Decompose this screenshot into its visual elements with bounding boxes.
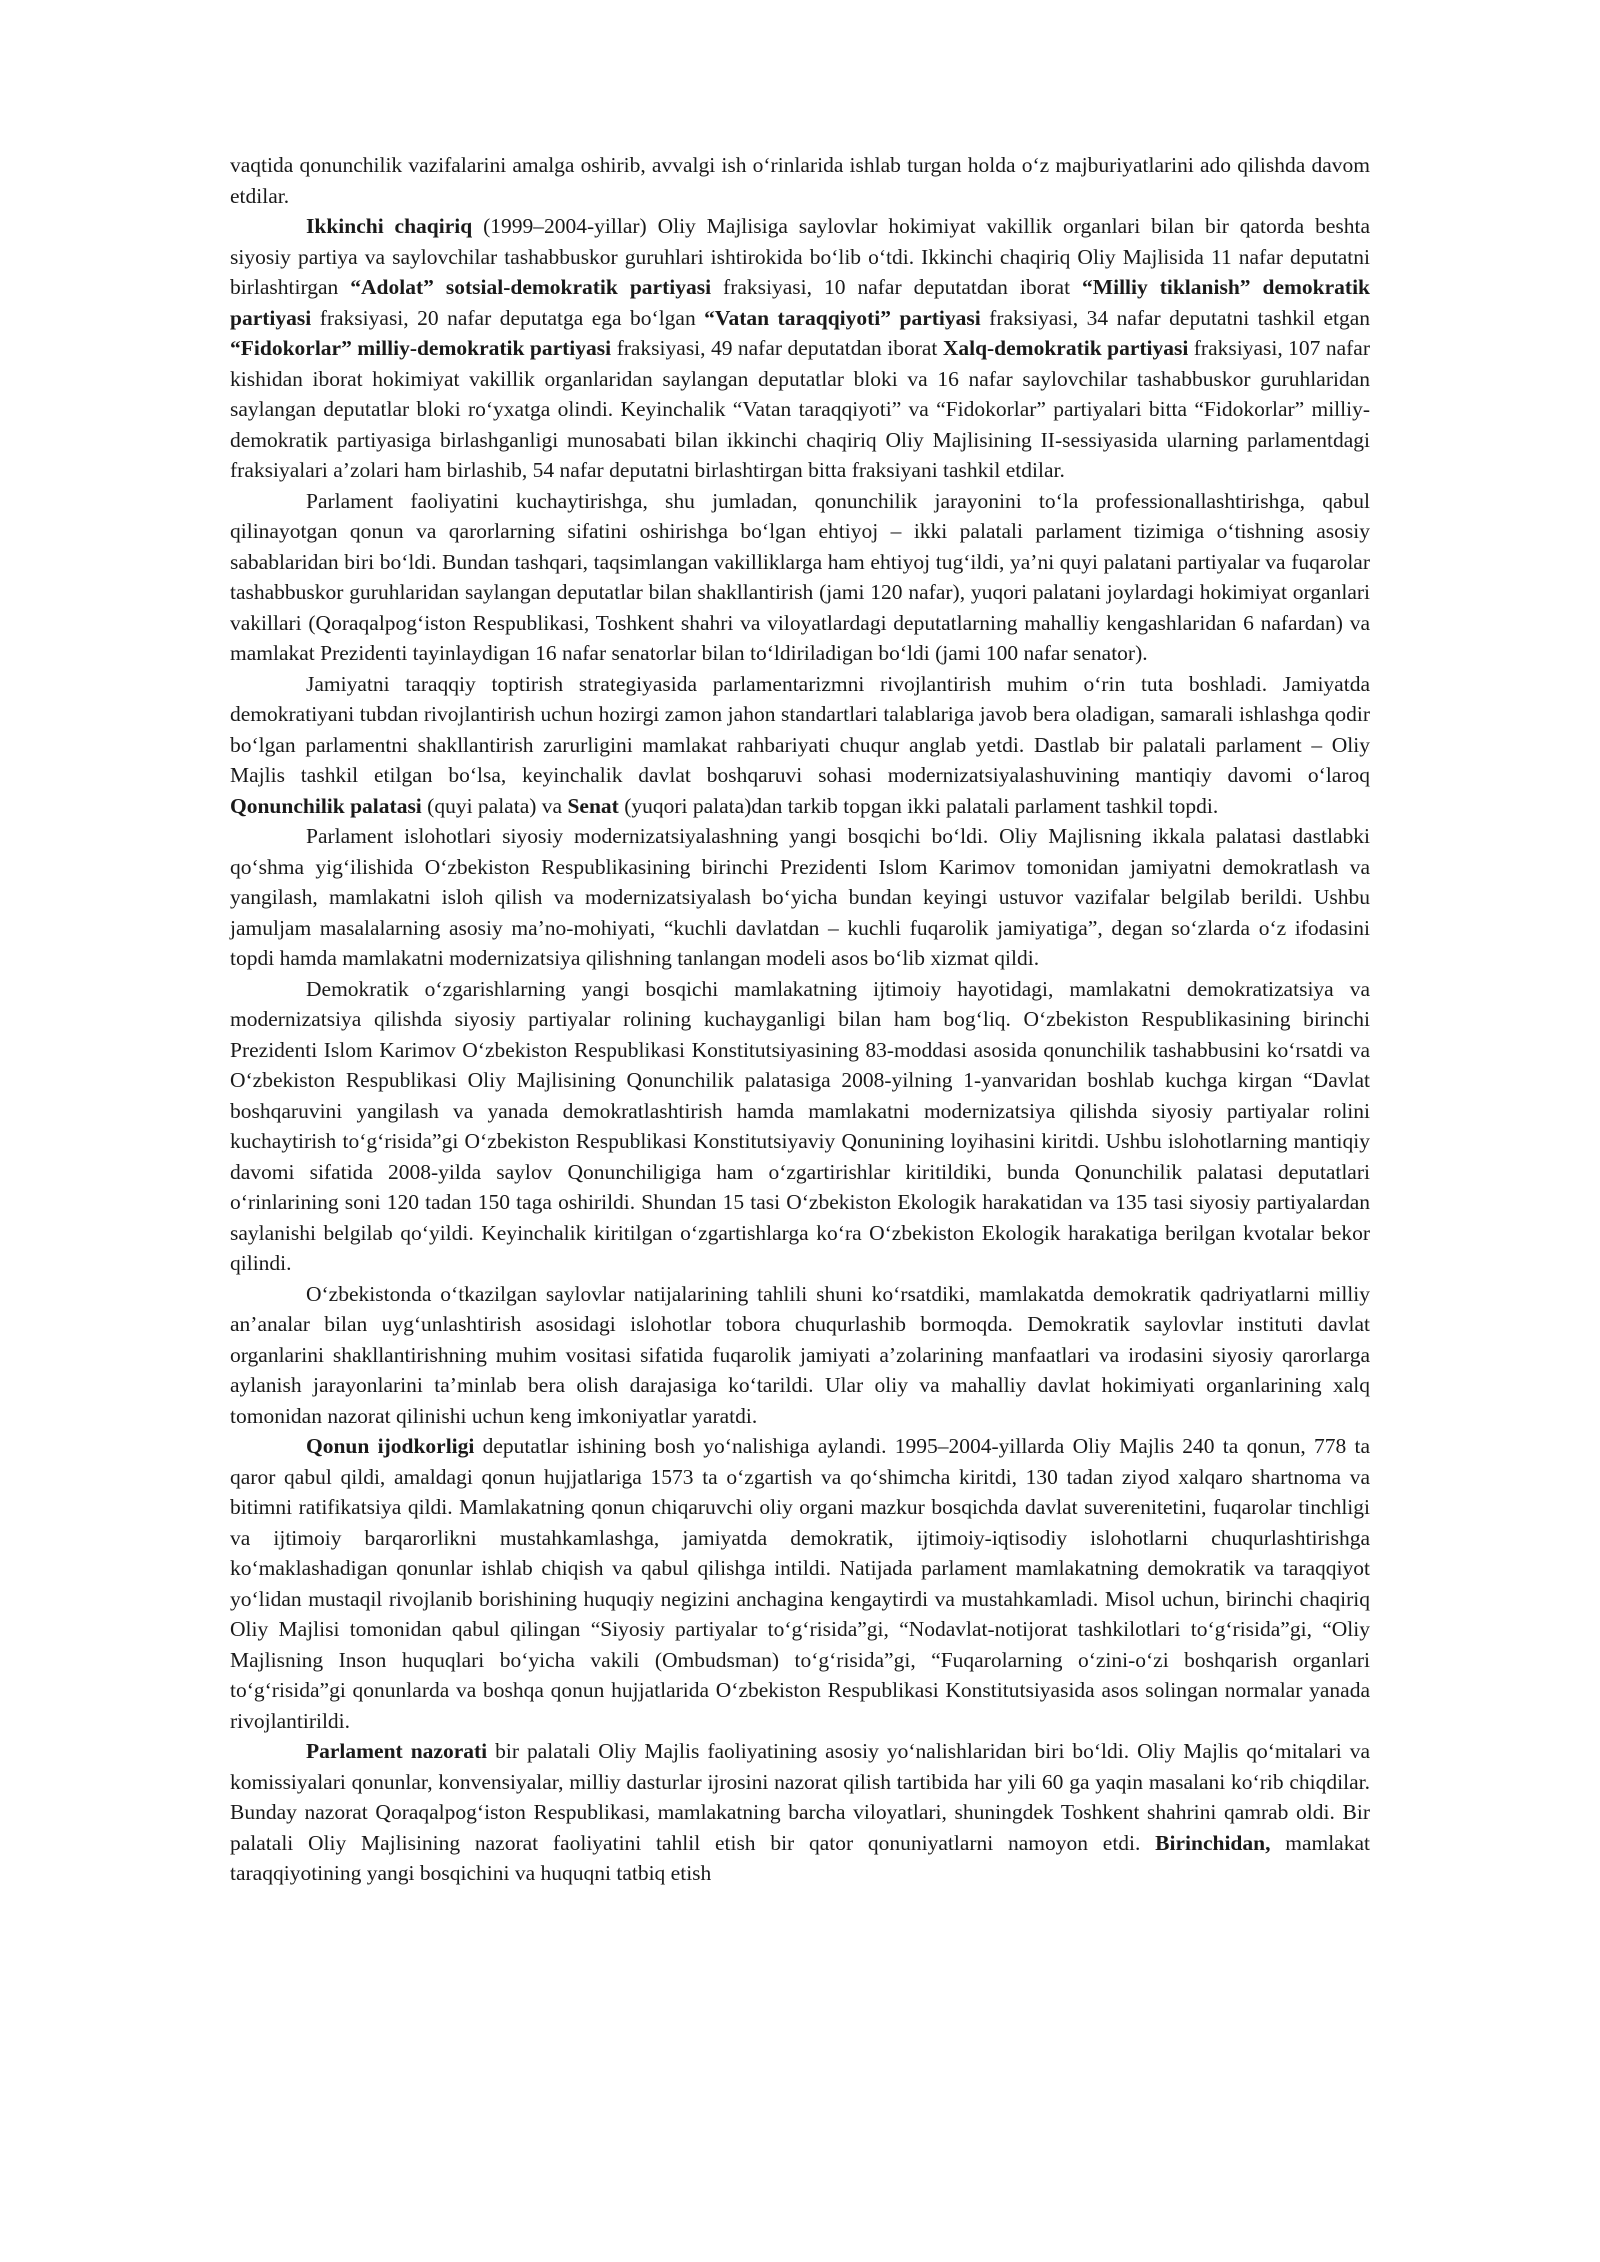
paragraph [230, 974, 1370, 1279]
text-run: Parlament islohotlari siyosiy modernizatsiyalashning yangi bosqichi bo‘ldi. Oliy Majlisning ikkala palatasi dastlabki qo‘shma yig‘ilishida O‘zbekiston Respublikasining birinchi Prezidenti Islom Karimov tomonidan jamiyatni demokratlash va yangilash, mamlakatni isloh qilish va modernizatsiyalash bo‘yicha bundan keyingi ustuvor vazifalar belgilab berildi. Ushbu jamuljam masalalarning asosiy ma’no-mohiyati, “kuchli davlatdan – kuchli fuqarolik jamiyatiga”, degan so‘zlarda o‘z ifodasini topdi hamda mamlakatni modernizatsiya qilishning tanlangan modeli asos bo‘lib xizmat qildi. [230, 824, 1370, 970]
text-run: (yuqori palata)dan tarkib topgan ikki palatali parlament tashkil topdi. [618, 793, 1219, 818]
paragraph [230, 150, 1370, 211]
bold-term: Senat [567, 793, 619, 818]
paragraph [230, 1431, 1370, 1736]
text-run: (quyi palata) va [421, 793, 568, 818]
text-run: fraksiyasi, 10 nafar deputatdan iborat [711, 275, 1083, 299]
bold-term: Xalq-demokratik partiyasi [942, 336, 1189, 360]
paragraph [230, 669, 1370, 822]
text-run: fraksiyasi, 20 nafar deputatga ega bo‘lgan [311, 305, 705, 330]
text-run: vaqtida qonunchilik vazifalarini amalga oshirib, avvalgi ish o‘rinlarida ishlab turgan holda o‘z majburiyatlarini ado qilishda davom etdilar. [230, 153, 1370, 208]
paragraph [230, 486, 1370, 669]
bold-term: “Adolat” sotsial-demokratik partiyasi [350, 275, 712, 299]
text-run: Parlament faoliyatini kuchaytirishga, shu jumladan, qonunchilik jarayonini to‘la professionallashtirishga, qabul qilinayotgan qonun va qarorlarning sifatini oshirishga bo‘lgan ehtiyoj – ikki palatali parlament tizimiga o‘tishning asosiy sabablaridan biri bo‘ldi. Bundan tashqari, taqsimlangan vakilliklarga ham ehtiyoj tug‘ildi, ya’ni quyi palatani partiyalar va fuqarolar tashabbuskor guruhlaridan saylangan deputatlar bilan shakllantirish (jami 120 nafar), yuqori palatani joylardagi hokimiyat organlari vakillari (Qoraqalpog‘iston Respublikasi, Toshkent shahri va viloyatlardagi deputatlarning mahalliy kengashlaridan 6 nafardan) va mamlakat Prezidenti tayinlaydigan 16 nafar senatorlar bilan to‘ldiriladigan bo‘ldi (jami 100 nafar senator). [230, 488, 1370, 665]
bold-term: “Vatan taraqqiyoti” partiyasi [704, 305, 981, 330]
text-run: Demokratik o‘zgarishlarning yangi bosqichi mamlakatning ijtimoiy hayotidagi, mamlakatni demokratizatsiya va modernizatsiya qilishda siyosiy partiyalar rolining kuchayganligi bilan ham bog‘liq. O‘zbekiston Respublikasining birinchi Prezidenti Islom Karimov O‘zbekiston Respublikasi Konstitutsiyasining 83-moddasi asosida qonunchilik tashabbusini ko‘rsatdi va O‘zbekiston Respublikasi Oliy Majlisining Qonunchilik palatasiga 2008-yilning 1-yanvaridan boshlab kuchga kirgan “Davlat boshqaruvini yangilash va yanada demokratlashtirish hamda mamlakatni modernizatsiya qilishda siyosiy partiyalar rolini kuchaytirish to‘g‘risida”gi O‘zbekiston Respublikasi Konstitutsiyaviy Qonunining loyihasini kiritdi. Ushbu islohotlarning mantiqiy davomi sifatida 2008-yilda saylov Qonunchiligiga ham o‘zgartirishlar kiritildiki, bunda Qonunchilik palatasi deputatlari o‘rinlarining soni 120 tadan 150 taga oshirildi. Shundan 15 tasi O‘zbekiston Ekologik harakatidan va 135 tasi siyosiy partiyalardan saylanishi belgilab qo‘yildi. Keyinchalik kiritilgan o‘zgartishlarga ko‘ra O‘zbekiston Ekologik harakatiga berilgan kvotalar bekor qilindi. [230, 976, 1370, 1275]
bold-term: Birinchidan, [1155, 1830, 1271, 1855]
bold-term: Parlament nazorati [306, 1739, 488, 1763]
text-run: Jamiyatni taraqqiy toptirish strategiyasida parlamentarizmni rivojlantirish muhim o‘rin tuta boshladi. Jamiyatda demokratiyani tubdan rivojlantirish uchun hozirgi zamon jahon standartlari talablariga javob bera oladigan, samarali ishlashga qodir bo‘lgan parlamentni shakllantirish zarurligini mamlakat rahbariyati chuqur anglab yetdi. Dastlab bir palatali parlament – Oliy Majlis tashkil etilgan bo‘lsa, keyinchalik davlat boshqaruvi sohasi modernizatsiyalashuvining mantiqiy davomi o‘laroq [230, 671, 1370, 787]
paragraph [230, 821, 1370, 974]
text-run: (1999–2004-yillar) Oliy Majlisiga saylovlar hokimiyat vakillik organlari bilan bir qatorda beshta siyosiy partiya va saylovchilar tashabbuskor guruhlari ishtirokida bo‘lib o‘tdi. Ikkinchi chaqiriq Oliy Majlisida 11 nafar deputatni birlashtirgan [230, 214, 1370, 299]
bold-term: Ikkinchi chaqiriq [306, 214, 473, 238]
paragraph [230, 1736, 1370, 1889]
bold-term: Qonunchilik palatasi [230, 793, 422, 818]
bold-term: Qonun ijodkorligi [306, 1434, 475, 1458]
text-run: fraksiyasi, 34 nafar deputatni tashkil etgan [980, 305, 1370, 330]
text-run: O‘zbekistonda o‘tkazilgan saylovlar natijalarining tahlili shuni ko‘rsatdiki, mamlakatda demokratik qadriyatlarni milliy an’analar bilan uyg‘unlashtirish asosidagi islohotlar tobora chuqurlashib bormoqda. Demokratik saylovlar instituti davlat organlarini shakllantirishning muhim vositasi sifatida fuqarolik jamiyati a’zolarining manfaatlari va irodasini siyosiy qarorlarga aylanish jarayonlarini ta’minlab bera olish darajasiga ko‘tarildi. Ular oliy va mahalliy davlat hokimiyati organlarining xalq tomonidan nazorat qilinishi uchun keng imkoniyatlar yaratdi. [230, 1281, 1370, 1428]
bold-term: “Fidokorlar” milliy-demokratik partiyasi [230, 336, 612, 360]
paragraph [230, 1279, 1370, 1432]
bold-term: “Milliy tiklanish” demokratik partiyasi [230, 275, 1371, 330]
document-page [230, 150, 1370, 1889]
text-run: bir palatali Oliy Majlis faoliyatining asosiy yo‘nalishlaridan biri bo‘ldi. Oliy Majlis qo‘mitalari va komissiyalari qonunlar, konvensiyalar, milliy dasturlar ijrosini nazorat qilish tartibida har yili 60 ga yaqin masalani ko‘rib chiqdilar. Bunday nazorat Qoraqalpog‘iston Respublikasi, mamlakatning barcha viloyatlari, shuningdek Toshkent shahrini qamrab oldi. Bir palatali Oliy Majlisining nazorat faoliyatini tahlil etish bir qator qonuniyatlarni namoyon etdi. [230, 1739, 1370, 1855]
text-run: mamlakat taraqqiyotining yangi bosqichini va huquqni tatbiq etish [230, 1830, 1370, 1885]
text-run: fraksiyasi, 107 nafar kishidan iborat hokimiyat vakillik organlaridan saylangan deputatlar bloki va 16 nafar saylovchilar tashabbuskor guruhlaridan saylangan deputatlar bloki ro‘yxatga olindi. Keyinchalik “Vatan taraqqiyoti” va “Fidokorlar” partiyalari bitta “Fidokorlar” milliy-demokratik partiyasiga birlashganligi munosabati bilan ikkinchi chaqiriq Oliy Majlisining II-sessiyasida ularning parlamentdagi fraksiyalari a’zolari ham birlashib, 54 nafar deputatni birlashtirgan bitta fraksiyani tashkil etdilar. [230, 336, 1370, 482]
paragraph [230, 211, 1370, 486]
text-run: fraksiyasi, 49 nafar deputatdan iborat [611, 336, 943, 360]
text-run: deputatlar ishining bosh yo‘nalishiga aylandi. 1995–2004-yillarda Oliy Majlis 240 ta qonun, 778 ta qaror qabul qildi, amaldagi qonun hujjatlariga 1573 ta o‘zgartish va qo‘shimcha kiritdi, 130 tadan ziyod xalqaro shartnoma va bitimni ratifikatsiya qildi. Mamlakatning qonun chiqaruvchi oliy organi mazkur bosqichda davlat suverenitetini, fuqarolar tinchligi va ijtimoiy barqarorlikni mustahkamlashga, jamiyatda demokratik, ijtimoiy-iqtisodiy islohotlarni chuqurlashtirishga ko‘maklashadigan qonunlar ishlab chiqish va qabul qilishga intildi. Natijada parlament mamlakatning demokratik va taraqqiyot yo‘lidan mustaqil rivojlanib borishining huquqiy negizini anchagina kengaytirdi va mustahkamladi. Misol uchun, birinchi chaqiriq Oliy Majlisi tomonidan qabul qilingan “Siyosiy partiyalar to‘g‘risida”gi, “Nodavlat-notijorat tashkilotlari to‘g‘risida”gi, “Oliy Majlisning Inson huquqlari bo‘yicha vakili (Ombudsman) to‘g‘risida”gi, “Fuqarolarning o‘zini-o‘zi boshqarish organlari to‘g‘risida”gi qonunlarda va boshqa qonun hujjatlarida O‘zbekiston Respublikasi Konstitutsiyasida asos solingan normalar yanada rivojlantirildi. [230, 1434, 1370, 1733]
